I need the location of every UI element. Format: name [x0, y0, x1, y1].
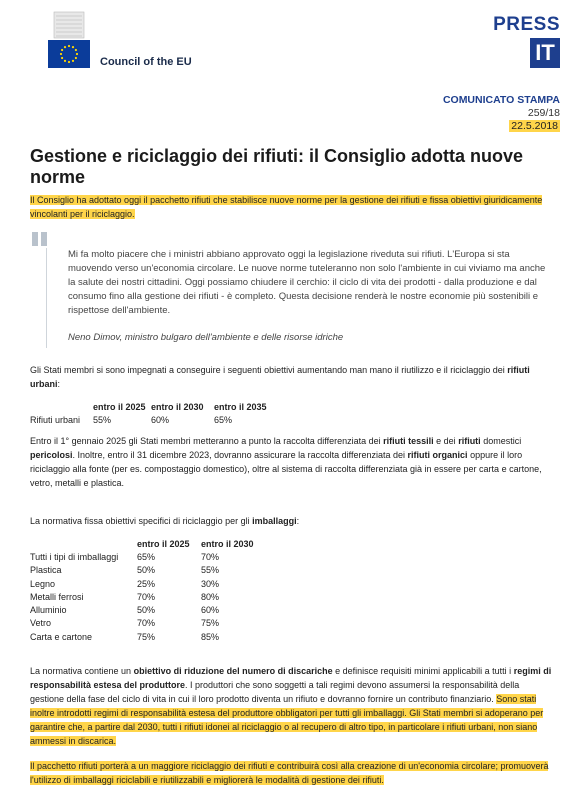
quote-author: Neno Dimov, ministro bulgaro dell'ambiente e delle risorse idriche	[68, 332, 344, 343]
intro-text: Il Consiglio ha adottato oggi il pacchetto rifiuti che stabilisce nuove norme per la gestione dei rifiuti e fissa obiettivi giuridicamente vincolanti per il riciclaggio.	[30, 195, 543, 219]
quote-mark-icon	[32, 232, 54, 246]
table-cell: Carta e cartone	[30, 631, 93, 642]
table-cell: 55%	[93, 414, 112, 425]
table-header: entro il 2030	[201, 538, 254, 549]
table-cell: 70%	[137, 591, 156, 602]
table-row	[30, 603, 271, 616]
urban-waste-paragraph: Gli Stati membri si sono impegnati a conseguire i seguenti obiettivi aumentando man mano il riutilizzo e il riciclaggio dei rifiuti urbani:	[30, 365, 530, 389]
table-row	[30, 617, 271, 630]
table-header-row	[30, 400, 284, 413]
quote-text: Mi fa molto piacere che i ministri abbiano approvato oggi la legislazione riveduta sui rifiuti. L'Europa si sta muovendo verso un'economia circolare. Le nuove norme tuteleranno non solo l'ambiente in cui viviamo ma anche la salute dei nostri cittadini. Oggi possiamo chiudere il cerchio: il ciclo di vita dei prodotti - dalla produzione e dal consumo fino alla gestione dei rifiuti - è completo. Questa decisione renderà le nostre economie più sostenibili e rispettose dell'ambiente.	[68, 249, 546, 316]
table-cell: 75%	[201, 618, 220, 629]
table-cell: 50%	[137, 605, 156, 616]
table-row	[30, 550, 271, 563]
packaging-table	[30, 537, 271, 643]
packaging-paragraph: La normativa fissa obiettivi specifici di riciclaggio per gli imballaggi:	[30, 516, 300, 526]
communique-date: 22.5.2018	[511, 120, 558, 132]
eu-flag-icon	[48, 40, 90, 68]
closing-text: Il pacchetto rifiuti porterà a un maggiore riciclaggio dei rifiuti e contribuirà così alla creazione di un'economia circolare; promuoverà l'utilizzo di imballaggi riciclabili e riutilizzabili e migliorerà le modalità di gestione dei rifiuti.	[30, 761, 549, 785]
table-cell: 70%	[201, 551, 220, 562]
table-cell: 65%	[214, 414, 233, 425]
table-row	[30, 564, 271, 577]
communique-info	[443, 94, 560, 132]
communique-number: 259/18	[527, 107, 560, 119]
closing-paragraph	[30, 759, 555, 787]
table-cell: Tutti i tipi di imballaggi	[30, 551, 119, 562]
quote-divider	[46, 248, 47, 348]
table-cell: 85%	[201, 631, 220, 642]
intro-paragraph	[30, 193, 555, 221]
table-row	[30, 630, 271, 643]
table-cell: 60%	[151, 414, 170, 425]
table-cell: Alluminio	[30, 605, 67, 616]
table-cell: 75%	[137, 631, 156, 642]
table-row	[30, 413, 284, 426]
table-cell: 30%	[201, 578, 220, 589]
table-header: entro il 2025	[137, 538, 190, 549]
table-cell: 50%	[137, 565, 156, 576]
table-cell: 65%	[137, 551, 156, 562]
landfill-paragraph: La normativa contiene un obiettivo di riduzione del numero di discariche e definisce requisiti minimi applicabili a tutti i regimi di responsabilità estesa del produttore. I produttori che sono soggetti a tali regimi devono assumersi la responsabilità della gestione della fase del ciclo di vita in cui il loro prodotto diventa un rifiuto e dovranno fornire un contributo finanziario. Sono stati inoltre introdotti regimi di responsabilità estesa del produttore obbligatori per tutti gli imballaggi. Gli Stati membri si adoperano per garantire che, a partire dal 2030, tutti i rifiuti idonei al riciclaggio o al recupero di altro tipo, in particolare i rifiuti urbani, non siano ammessi in discarica.	[30, 666, 552, 746]
table-header	[30, 537, 137, 550]
table-cell: 70%	[137, 618, 156, 629]
table-header	[30, 400, 93, 413]
table-cell: Metalli ferrosi	[30, 591, 84, 602]
table-cell: Legno	[30, 578, 56, 589]
table-cell: 80%	[201, 591, 220, 602]
table-cell: 25%	[137, 578, 156, 589]
press-label: PRESS	[493, 14, 560, 35]
table-cell: Rifiuti urbani	[30, 414, 81, 425]
table-row	[30, 590, 271, 603]
table-cell: Plastica	[30, 565, 62, 576]
table-cell: 55%	[201, 565, 220, 576]
organization-name: Council of the EU	[100, 56, 192, 68]
highlighted-text: Sono stati inoltre introdotti regimi di responsabilità estesa del produttore obbligatori per tutti gli imballaggi. Gli Stati membri si adoperano per garantire che, a partire dal 2030, tutti i rifiuti idonei al riciclaggio o al recupero di altro tipo, in particolare i rifiuti urbani, non siano ammessi in discarica.	[30, 694, 544, 746]
communique-label: COMUNICATO STAMPA	[442, 94, 560, 106]
table-row	[30, 577, 271, 590]
separate-collection-paragraph: Entro il 1° gennaio 2025 gli Stati membri metteranno a punto la raccolta differenziata dei rifiuti tessili e dei rifiuti domestici pericolosi. Inoltre, entro il 31 dicembre 2023, dovranno assicurare la raccolta differenziata dei rifiuti organici oppure il loro riciclaggio alla fonte (per es. compostaggio domestico), oltre al sistema di raccolta differenziata già in essere per carta e cartone, vetro, metalli e plastica.	[30, 436, 542, 488]
press-language: IT	[530, 38, 560, 68]
council-building-icon	[52, 10, 86, 40]
press-badge	[490, 14, 560, 68]
urban-waste-table	[30, 400, 284, 426]
table-header: entro il 2035	[214, 401, 267, 412]
table-cell: 60%	[201, 605, 220, 616]
table-header: entro il 2025	[93, 401, 146, 412]
table-header: entro il 2030	[151, 401, 204, 412]
council-logo	[40, 10, 100, 70]
table-header-row	[30, 537, 271, 550]
table-cell: Vetro	[30, 618, 52, 629]
document-title: Gestione e riciclaggio dei rifiuti: il Consiglio adotta nuove norme	[30, 146, 524, 187]
